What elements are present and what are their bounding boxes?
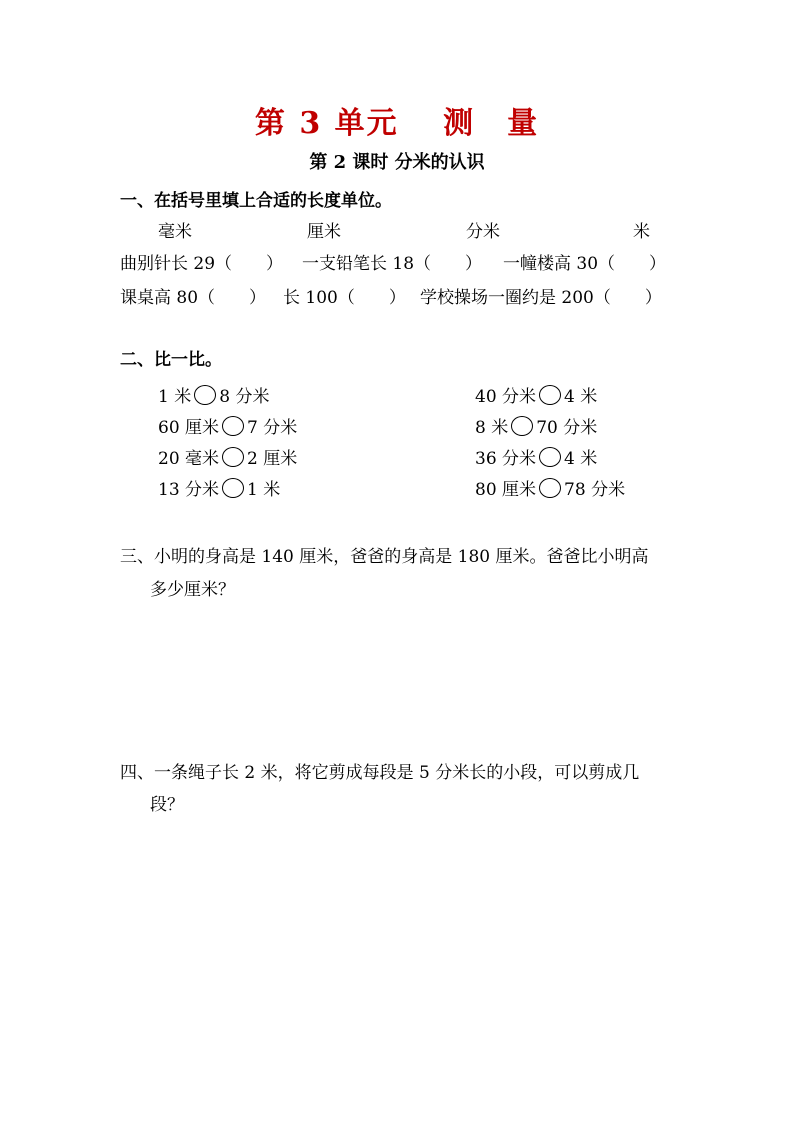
compare-item	[475, 382, 597, 407]
compare-item	[475, 444, 597, 469]
fill-item: 曲别针长 29（ ）	[120, 254, 284, 274]
unit-option: 米	[633, 222, 650, 242]
compare-left-value: 40 分米	[475, 387, 537, 407]
compare-left-value: 13 分米	[158, 480, 220, 500]
compare-circle[interactable]	[539, 385, 561, 405]
section-1-heading: 一、在括号里填上合适的长度单位。	[120, 191, 392, 211]
question-4-line-2: 段？	[150, 795, 184, 815]
compare-circle[interactable]	[539, 478, 561, 498]
compare-circle[interactable]	[222, 416, 244, 436]
fill-item: 课桌高 80（ ）	[120, 288, 267, 308]
compare-item	[158, 413, 297, 438]
compare-right-value: 4 米	[564, 387, 598, 407]
compare-left-value: 8 米	[475, 418, 509, 438]
page-title: 第 3 单元 测 量	[254, 106, 540, 141]
compare-right-value: 8 分米	[219, 387, 270, 407]
question-3-line-1: 三、小明的身高是 140 厘米，爸爸的身高是 180 厘米。爸爸比小明高	[120, 547, 649, 567]
compare-left-value: 36 分米	[475, 449, 537, 469]
compare-left-value: 80 厘米	[475, 480, 537, 500]
fill-item: 一幢楼高 30（ ）	[503, 254, 667, 274]
unit-option: 毫米	[158, 222, 192, 242]
compare-right-value: 4 米	[564, 449, 598, 469]
fill-item: 长 100（ ）	[283, 288, 406, 308]
compare-item	[158, 382, 269, 407]
section-2-heading: 二、比一比。	[120, 350, 222, 370]
compare-right-value: 2 厘米	[247, 449, 298, 469]
compare-circle[interactable]	[222, 478, 244, 498]
question-3-line-2: 多少厘米？	[150, 580, 235, 600]
compare-right-value: 70 分米	[536, 418, 598, 438]
compare-right-value: 7 分米	[247, 418, 298, 438]
fill-item: 一支铅笔长 18（ ）	[302, 254, 483, 274]
compare-right-value: 1 米	[247, 480, 281, 500]
compare-item	[158, 475, 280, 500]
compare-left-value: 60 厘米	[158, 418, 220, 438]
unit-option: 厘米	[307, 222, 341, 242]
compare-item	[475, 413, 597, 438]
question-4-line-1: 四、一条绳子长 2 米，将它剪成每段是 5 分米长的小段，可以剪成几	[120, 763, 640, 783]
compare-circle[interactable]	[511, 416, 533, 436]
compare-right-value: 78 分米	[564, 480, 626, 500]
unit-option: 分米	[466, 222, 500, 242]
compare-left-value: 20 毫米	[158, 449, 220, 469]
compare-circle[interactable]	[539, 447, 561, 467]
compare-item	[158, 444, 297, 469]
compare-circle[interactable]	[194, 385, 216, 405]
compare-left-value: 1 米	[158, 387, 192, 407]
fill-item: 学校操场一圈约是 200（ ）	[420, 288, 662, 308]
lesson-subtitle: 第 2 课时 分米的认识	[309, 152, 485, 173]
compare-circle[interactable]	[222, 447, 244, 467]
compare-item	[475, 475, 625, 500]
